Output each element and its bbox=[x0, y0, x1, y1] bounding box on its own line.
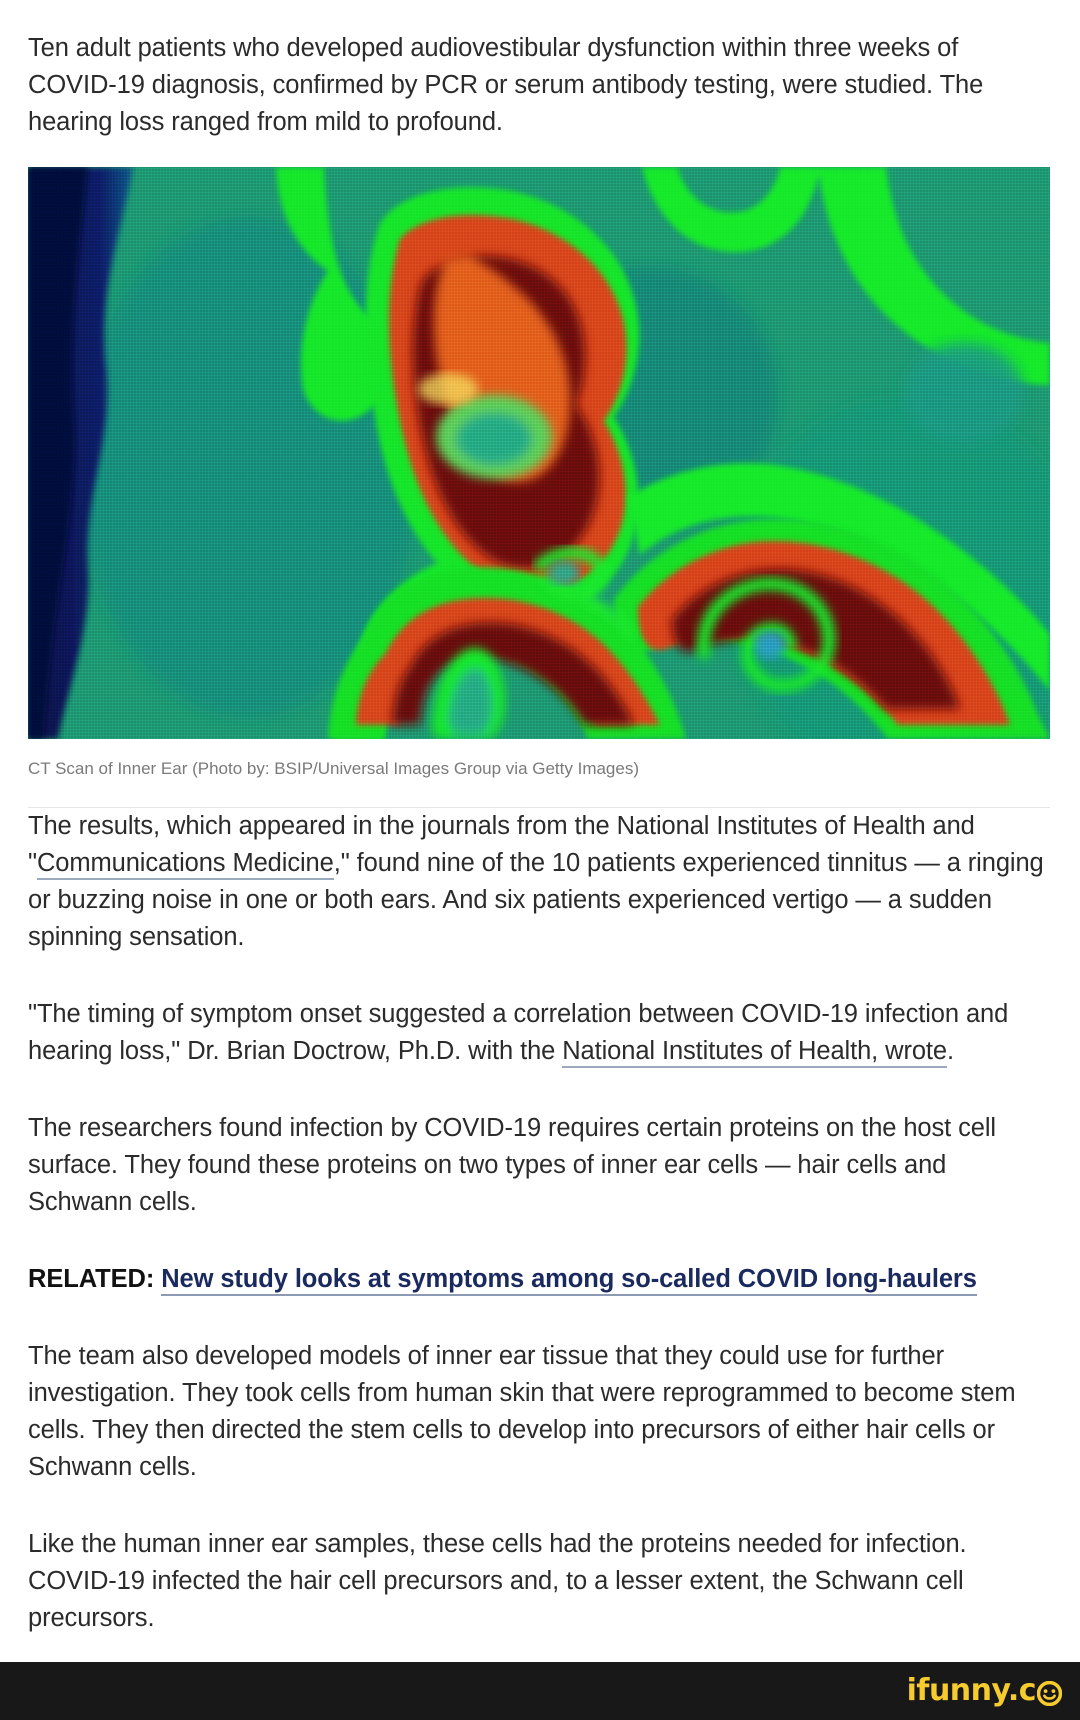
researchers-paragraph: The researchers found infection by COVID-19 requires certain proteins on the host cell surface. They found these proteins on two types of inner ear cells — hair cells and Schwann cells. bbox=[28, 1114, 996, 1216]
figure-caption: CT Scan of Inner Ear (Photo by: BSIP/Universal Images Group via Getty Images) bbox=[28, 759, 640, 778]
lead-paragraph: Ten adult patients who developed audiovestibular dysfunction within three weeks of COVID-19 diagnosis, confirmed by PCR or serum antibody testing, were studied. The hearing loss ranged from mild to profound. bbox=[28, 34, 984, 136]
nih-link[interactable]: National Institutes of Health, wrote bbox=[562, 1037, 947, 1068]
footer-bar bbox=[0, 1662, 1080, 1720]
ct-scan-figure bbox=[28, 167, 1050, 808]
related-line bbox=[28, 1261, 1052, 1298]
communications-medicine-link[interactable]: Communications Medicine bbox=[37, 849, 334, 880]
final-paragraph: Like the human inner ear samples, these cells had the proteins needed for infection. COVID-19 infected the hair cell precursors and, to a lesser extent, the Schwann cell precursors. bbox=[28, 1530, 967, 1632]
ct-scan-graphic bbox=[28, 167, 1050, 739]
ifunny-watermark bbox=[906, 1673, 1062, 1708]
quote-text-after: . bbox=[946, 1037, 954, 1065]
related-prefix: RELATED: bbox=[28, 1265, 162, 1293]
smiley-face-icon bbox=[1037, 1681, 1062, 1706]
team-paragraph: The team also developed models of inner ear tissue that they could use for further investigation. They took cells from human skin that were reprogrammed to become stem cells. They then directed the stem cells to develop into precursors of either hair cells or Schwann cells. bbox=[28, 1342, 1016, 1481]
quote-paragraph bbox=[28, 996, 1052, 1070]
quote-text-before: "The timing of symptom onset suggested a correlation between COVID-19 infection and hearing loss," Dr. Brian Doctrow, Ph.D. with the bbox=[28, 1000, 1009, 1065]
ct-scan-image bbox=[28, 167, 1050, 739]
results-paragraph bbox=[28, 808, 1052, 956]
results-text-before: The results, which appeared in the journals from the National Institutes of Health and " bbox=[28, 812, 975, 877]
related-article-link[interactable]: New study looks at symptoms among so-called COVID long-haulers bbox=[161, 1265, 977, 1296]
ifunny-watermark-text: ifunny.c bbox=[906, 1673, 1036, 1708]
results-text-after: ," found nine of the 10 patients experienced tinnitus — a ringing or buzzing noise in one or both ears. And six patients experienced vertigo — a sudden spinning sensation. bbox=[28, 849, 1044, 951]
